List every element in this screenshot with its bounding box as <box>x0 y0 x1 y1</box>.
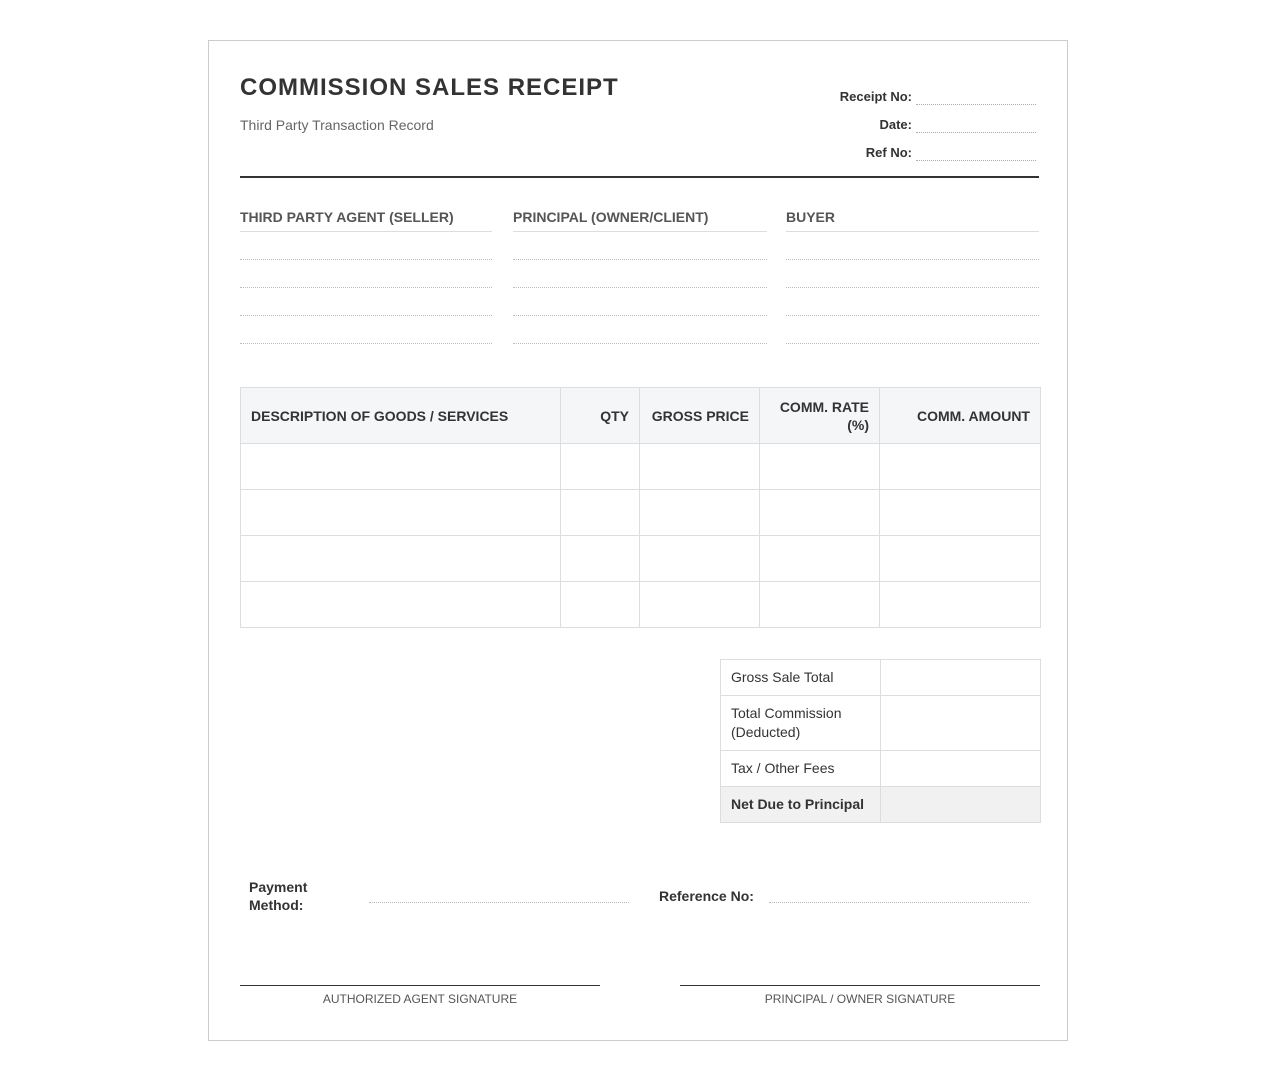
table-row <box>241 444 1041 490</box>
date-field[interactable] <box>916 117 1036 133</box>
qty-cell[interactable] <box>561 536 640 582</box>
description-cell[interactable] <box>241 536 561 582</box>
comm-amount-cell[interactable] <box>880 582 1041 628</box>
buyer-line[interactable] <box>786 288 1039 316</box>
comm-rate-cell[interactable] <box>760 582 880 628</box>
net-due-row <box>721 787 1041 823</box>
gross-price-cell[interactable] <box>640 490 760 536</box>
table-row <box>241 536 1041 582</box>
items-header-row <box>241 388 1041 444</box>
gross-sale-label: Gross Sale Total <box>721 660 881 696</box>
reference-no-field[interactable] <box>769 902 1029 903</box>
gross-sale-value[interactable] <box>881 660 1041 696</box>
page-title: COMMISSION SALES RECEIPT <box>240 74 619 101</box>
gross-sale-row <box>721 660 1041 696</box>
agent-party <box>240 209 492 344</box>
reference-no-label: Reference No: <box>659 888 754 904</box>
table-row <box>241 582 1041 628</box>
tax-fees-label: Tax / Other Fees <box>721 751 881 787</box>
comm-amount-cell[interactable] <box>880 444 1041 490</box>
qty-cell[interactable] <box>561 490 640 536</box>
net-due-value[interactable] <box>881 787 1041 823</box>
comm-rate-cell[interactable] <box>760 536 880 582</box>
description-cell[interactable] <box>241 490 561 536</box>
items-table <box>240 387 1041 628</box>
header-divider <box>240 176 1039 178</box>
col-comm-rate: COMM. RATE (%) <box>760 388 880 444</box>
receipt-page <box>208 40 1068 1041</box>
principal-party <box>513 209 767 344</box>
gross-price-cell[interactable] <box>640 582 760 628</box>
col-description: DESCRIPTION OF GOODS / SERVICES <box>241 388 561 444</box>
gross-price-cell[interactable] <box>640 536 760 582</box>
net-due-label: Net Due to Principal <box>721 787 881 823</box>
payment-method-field[interactable] <box>369 902 629 903</box>
table-row <box>241 490 1041 536</box>
ref-no-row <box>776 133 1036 161</box>
principal-line[interactable] <box>513 316 767 344</box>
col-qty: QTY <box>561 388 640 444</box>
total-commission-label: Total Commission (Deducted) <box>721 696 881 751</box>
description-cell[interactable] <box>241 582 561 628</box>
total-commission-row <box>721 696 1041 751</box>
principal-signature-line[interactable] <box>680 985 1040 986</box>
principal-line[interactable] <box>513 288 767 316</box>
agent-line[interactable] <box>240 260 492 288</box>
principal-line[interactable] <box>513 232 767 260</box>
principal-heading: PRINCIPAL (OWNER/CLIENT) <box>513 209 767 232</box>
total-commission-value[interactable] <box>881 696 1041 751</box>
agent-signature-line[interactable] <box>240 985 600 986</box>
agent-line[interactable] <box>240 316 492 344</box>
agent-line[interactable] <box>240 288 492 316</box>
comm-rate-cell[interactable] <box>760 444 880 490</box>
page-subtitle: Third Party Transaction Record <box>240 117 434 133</box>
totals-table <box>720 659 1041 823</box>
buyer-line[interactable] <box>786 260 1039 288</box>
qty-cell[interactable] <box>561 444 640 490</box>
tax-fees-value[interactable] <box>881 751 1041 787</box>
receipt-no-label: Receipt No: <box>839 89 912 104</box>
qty-cell[interactable] <box>561 582 640 628</box>
payment-method-label: Payment Method: <box>249 879 308 913</box>
buyer-party <box>786 209 1039 344</box>
col-gross-price: GROSS PRICE <box>640 388 760 444</box>
receipt-no-row <box>776 77 1036 105</box>
buyer-line[interactable] <box>786 316 1039 344</box>
agent-signature-label: AUTHORIZED AGENT SIGNATURE <box>322 992 518 1006</box>
buyer-line[interactable] <box>786 232 1039 260</box>
comm-amount-cell[interactable] <box>880 536 1041 582</box>
receipt-meta <box>776 77 1036 161</box>
agent-heading: THIRD PARTY AGENT (SELLER) <box>240 209 492 232</box>
comm-amount-cell[interactable] <box>880 490 1041 536</box>
principal-line[interactable] <box>513 260 767 288</box>
agent-line[interactable] <box>240 232 492 260</box>
tax-fees-row <box>721 751 1041 787</box>
date-label: Date: <box>879 117 912 132</box>
ref-no-field[interactable] <box>916 145 1036 161</box>
receipt-no-field[interactable] <box>916 89 1036 105</box>
ref-no-label: Ref No: <box>865 145 912 160</box>
gross-price-cell[interactable] <box>640 444 760 490</box>
description-cell[interactable] <box>241 444 561 490</box>
principal-signature-label: PRINCIPAL / OWNER SIGNATURE <box>764 992 956 1006</box>
date-row <box>776 105 1036 133</box>
col-comm-amount: COMM. AMOUNT <box>880 388 1041 444</box>
buyer-heading: BUYER <box>786 209 1039 232</box>
comm-rate-cell[interactable] <box>760 490 880 536</box>
